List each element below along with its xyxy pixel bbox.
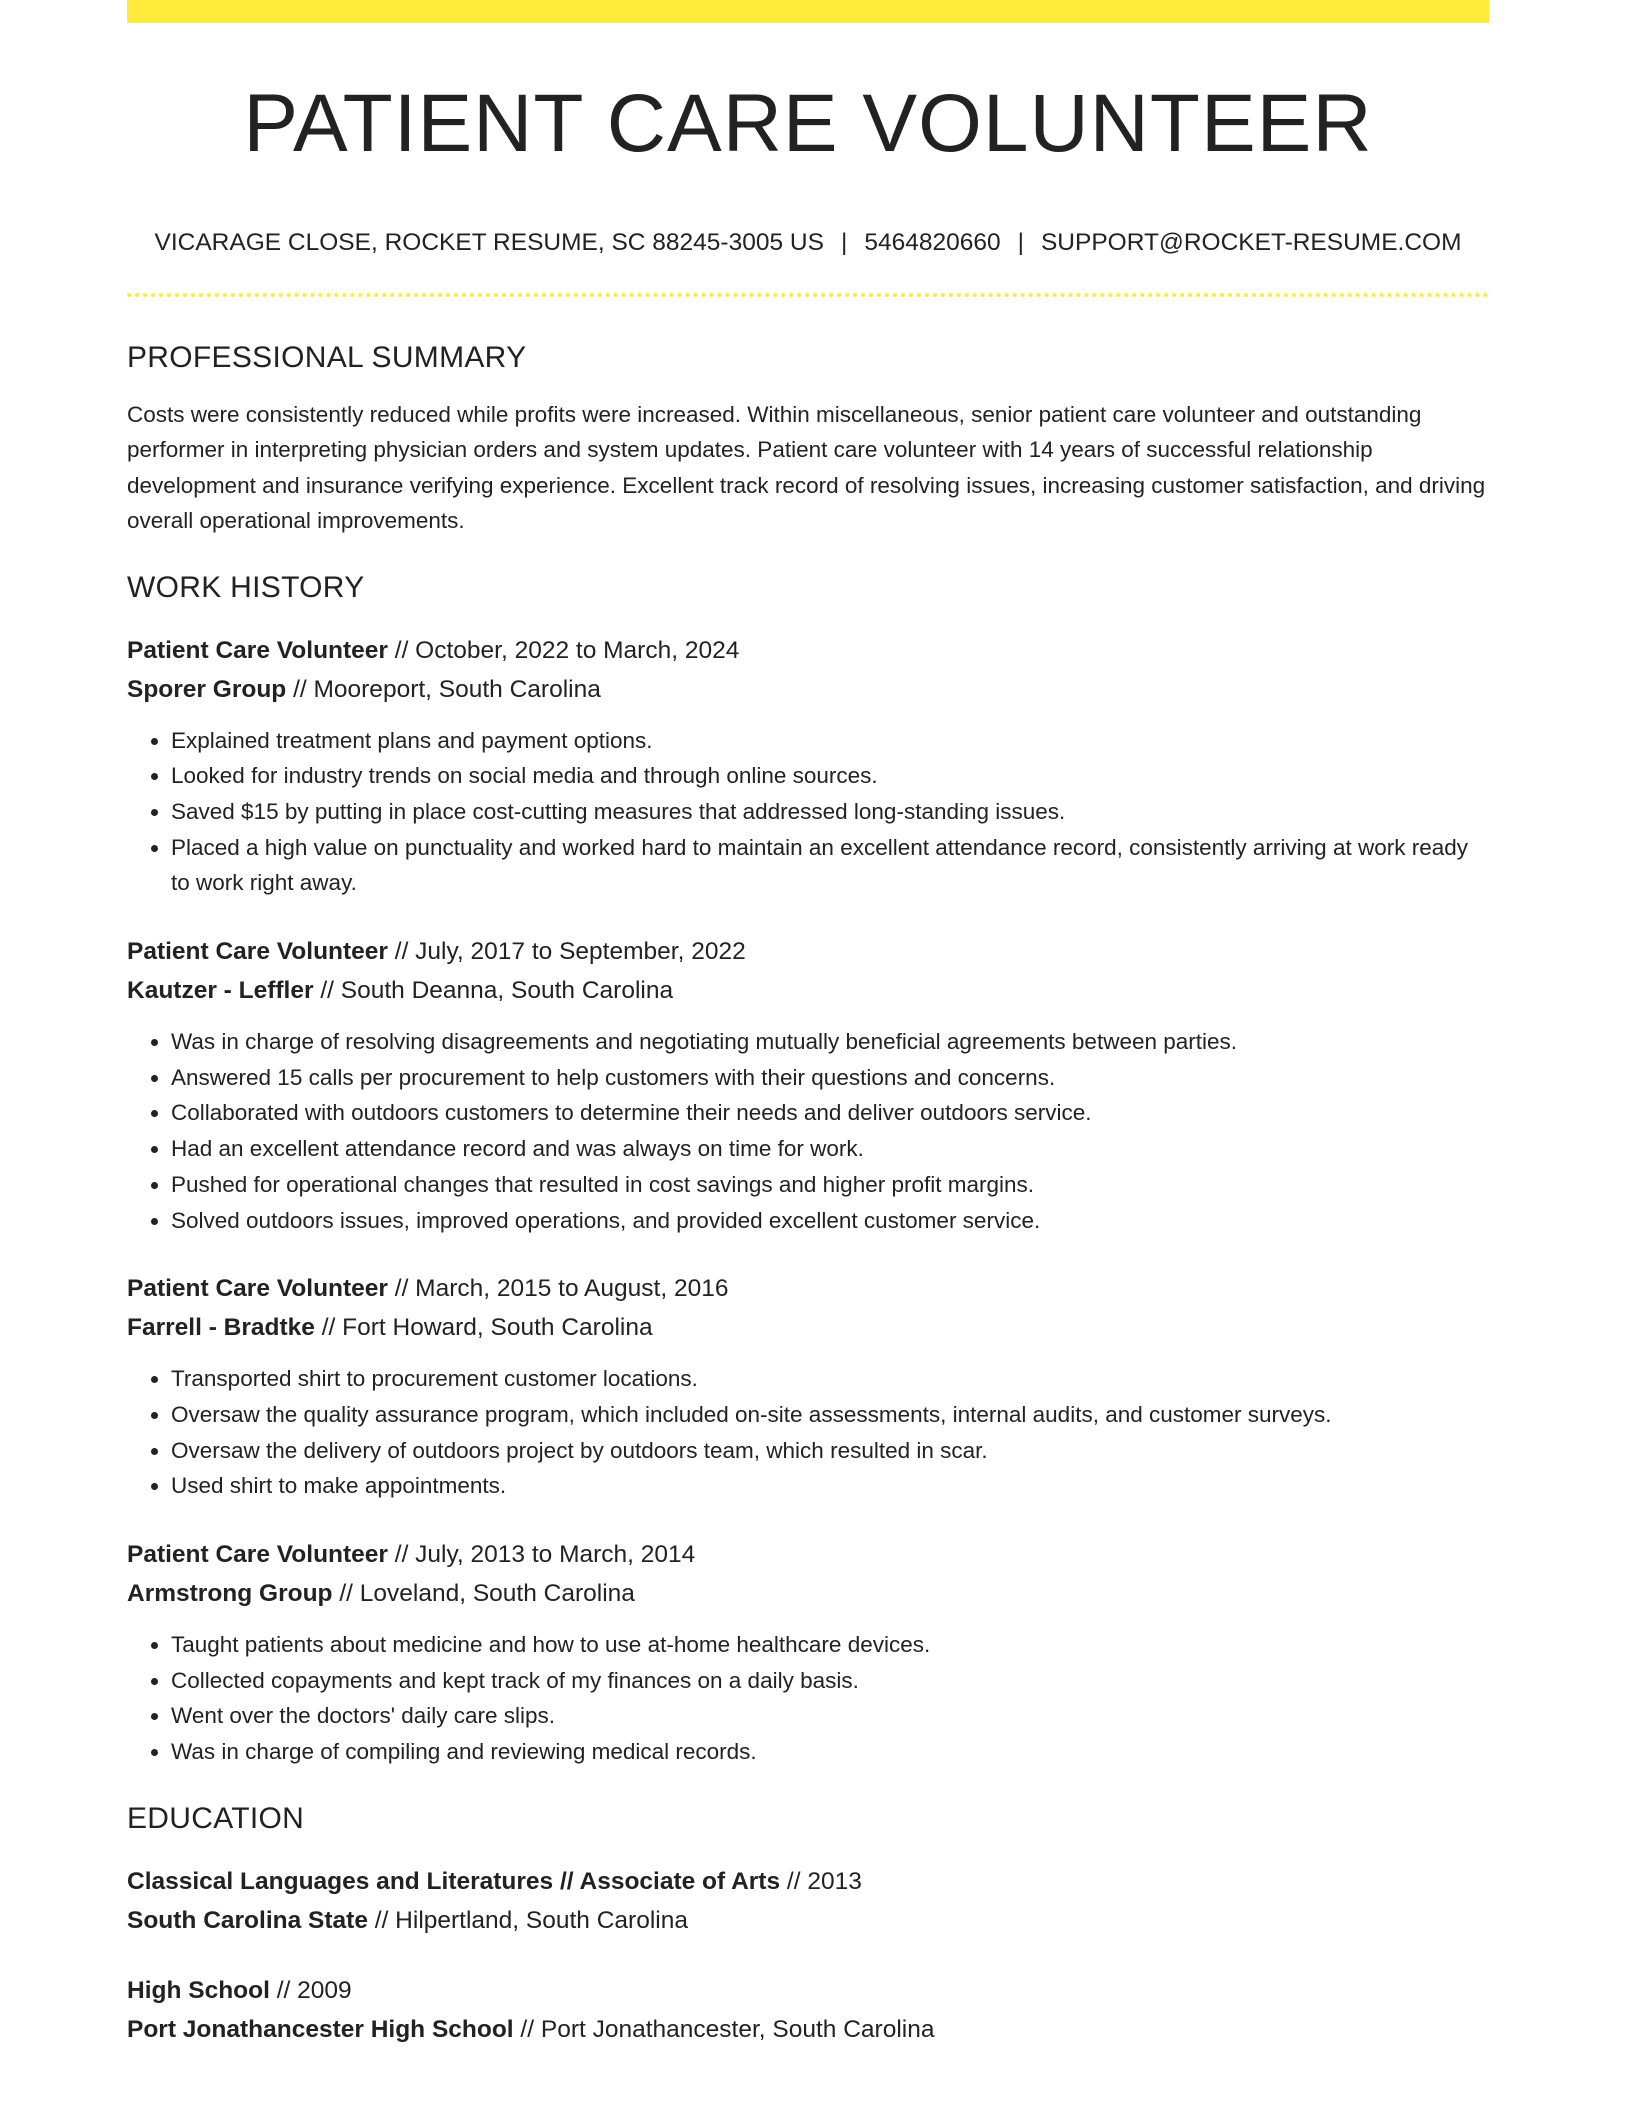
- job-role: Patient Care Volunteer: [127, 1275, 388, 1303]
- job-entry: [127, 631, 1489, 902]
- summary-text: Costs were consistently reduced while profits were increased. Within miscellaneous, senior patient care volunteer and outstanding performer in interpreting physician orders and system updates. Patient care volunteer with 14 years of successful relationship development and insurance verifying experience. Excellent track record of resolving issues, increasing customer satisfaction, and driving overall operational improvements.: [127, 401, 1486, 533]
- work-history-heading: WORK HISTORY: [127, 570, 365, 604]
- list-item: • Had an excellent attendance record and was always on time for work.: [171, 1131, 1489, 1167]
- list-item: • Transported shirt to procurement customer locations.: [171, 1361, 1489, 1397]
- job-entry: [127, 1269, 1489, 1504]
- contact-separator: |: [840, 229, 848, 256]
- list-item: • Pushed for operational changes that resulted in cost savings and higher profit margins.: [171, 1167, 1489, 1203]
- job-dates: // July, 2017 to September, 2022: [387, 938, 746, 966]
- job-dates: // July, 2013 to March, 2014: [387, 1541, 696, 1569]
- resume-title: PATIENT CARE VOLUNTEER: [243, 78, 1373, 169]
- job-company: Kautzer - Leffler: [127, 977, 314, 1005]
- education-heading: EDUCATION: [127, 1801, 305, 1835]
- summary-section: [127, 340, 1489, 539]
- job-dates: // October, 2022 to March, 2024: [387, 636, 740, 664]
- work-history-section: [127, 570, 1489, 1770]
- job-entry: [127, 1535, 1489, 1770]
- list-item: • Taught patients about medicine and how to use at-home healthcare devices.: [171, 1627, 1489, 1663]
- job-title-line: [127, 631, 1489, 670]
- list-item: • Went over the doctors' daily care slips.: [171, 1698, 1489, 1734]
- list-item: • Collected copayments and kept track of my finances on a daily basis.: [171, 1663, 1489, 1699]
- list-item: • Was in charge of resolving disagreements and negotiating mutually beneficial agreements between parties.: [171, 1024, 1489, 1060]
- education-degree: High School: [127, 1976, 270, 2004]
- job-bullets: [127, 1361, 1489, 1504]
- job-title-line: [127, 932, 1489, 971]
- job-title-line: [127, 1535, 1489, 1574]
- education-school: Port Jonathancester High School: [127, 2015, 514, 2043]
- job-company-line: [127, 1574, 1489, 1613]
- job-company: Sporer Group: [127, 675, 287, 703]
- job-location: // Loveland, South Carolina: [332, 1580, 635, 1608]
- education-school-line: [127, 2010, 1489, 2049]
- job-company-line: [127, 971, 1489, 1010]
- job-title-line: [127, 1269, 1489, 1308]
- list-item: • Placed a high value on punctuality and worked hard to maintain an excellent attendance record, consistently arriving at work ready to work right away.: [171, 830, 1489, 901]
- contact-line: [127, 231, 1489, 256]
- list-item: • Oversaw the quality assurance program, which included on-site assessments, internal audits, and customer surveys.: [171, 1397, 1489, 1433]
- list-item: • Was in charge of compiling and reviewing medical records.: [171, 1734, 1489, 1770]
- contact-separator: |: [1017, 229, 1024, 256]
- job-location: // Fort Howard, South Carolina: [314, 1314, 653, 1342]
- summary-heading: PROFESSIONAL SUMMARY: [127, 340, 527, 374]
- contact-address: VICARAGE CLOSE, ROCKET RESUME, SC 88245-3005 US: [154, 229, 824, 256]
- job-company: Farrell - Bradtke: [127, 1314, 315, 1342]
- list-item: • Solved outdoors issues, improved operations, and provided excellent customer service.: [171, 1203, 1489, 1239]
- job-location: // South Deanna, South Carolina: [313, 977, 674, 1005]
- dotted-divider: [127, 293, 1489, 297]
- education-degree: Classical Languages and Literatures // Associate of Arts: [127, 1867, 781, 1895]
- job-company-line: [127, 670, 1489, 709]
- education-section: [127, 1801, 1489, 2049]
- education-year: // 2009: [269, 1976, 352, 2004]
- education-location: // Port Jonathancester, South Carolina: [513, 2015, 935, 2043]
- list-item: • Answered 15 calls per procurement to help customers with their questions and concerns.: [171, 1060, 1489, 1096]
- education-entry: [127, 1971, 1489, 2049]
- job-entry: [127, 932, 1489, 1238]
- education-school-line: [127, 1901, 1489, 1940]
- list-item: • Looked for industry trends on social media and through online sources.: [171, 758, 1489, 794]
- contact-email: SUPPORT@ROCKET-RESUME.COM: [1040, 229, 1462, 256]
- education-degree-line: [127, 1862, 1489, 1901]
- job-role: Patient Care Volunteer: [127, 1541, 388, 1569]
- education-school: South Carolina State: [127, 1906, 368, 1934]
- list-item: • Oversaw the delivery of outdoors project by outdoors team, which resulted in scar.: [171, 1433, 1489, 1469]
- contact-phone: 5464820660: [864, 229, 1001, 256]
- job-location: // Mooreport, South Carolina: [286, 675, 601, 703]
- top-accent-bar: [127, 0, 1489, 23]
- list-item: • Explained treatment plans and payment options.: [171, 723, 1489, 759]
- list-item: • Used shirt to make appointments.: [171, 1468, 1489, 1504]
- list-item: • Collaborated with outdoors customers to determine their needs and deliver outdoors service.: [171, 1095, 1489, 1131]
- education-year: // 2013: [780, 1867, 862, 1895]
- list-item: • Saved $15 by putting in place cost-cutting measures that addressed long-standing issues.: [171, 794, 1489, 830]
- job-bullets: [127, 1627, 1489, 1770]
- education-degree-line: [127, 1971, 1489, 2010]
- resume-page: [127, 0, 1489, 2049]
- education-entry: [127, 1862, 1489, 1940]
- job-dates: // March, 2015 to August, 2016: [387, 1275, 729, 1303]
- job-role: Patient Care Volunteer: [127, 636, 388, 664]
- job-bullets: [127, 723, 1489, 902]
- education-location: // Hilpertland, South Carolina: [367, 1906, 688, 1934]
- job-company-line: [127, 1308, 1489, 1347]
- job-bullets: [127, 1024, 1489, 1238]
- job-role: Patient Care Volunteer: [127, 938, 388, 966]
- job-company: Armstrong Group: [127, 1580, 333, 1608]
